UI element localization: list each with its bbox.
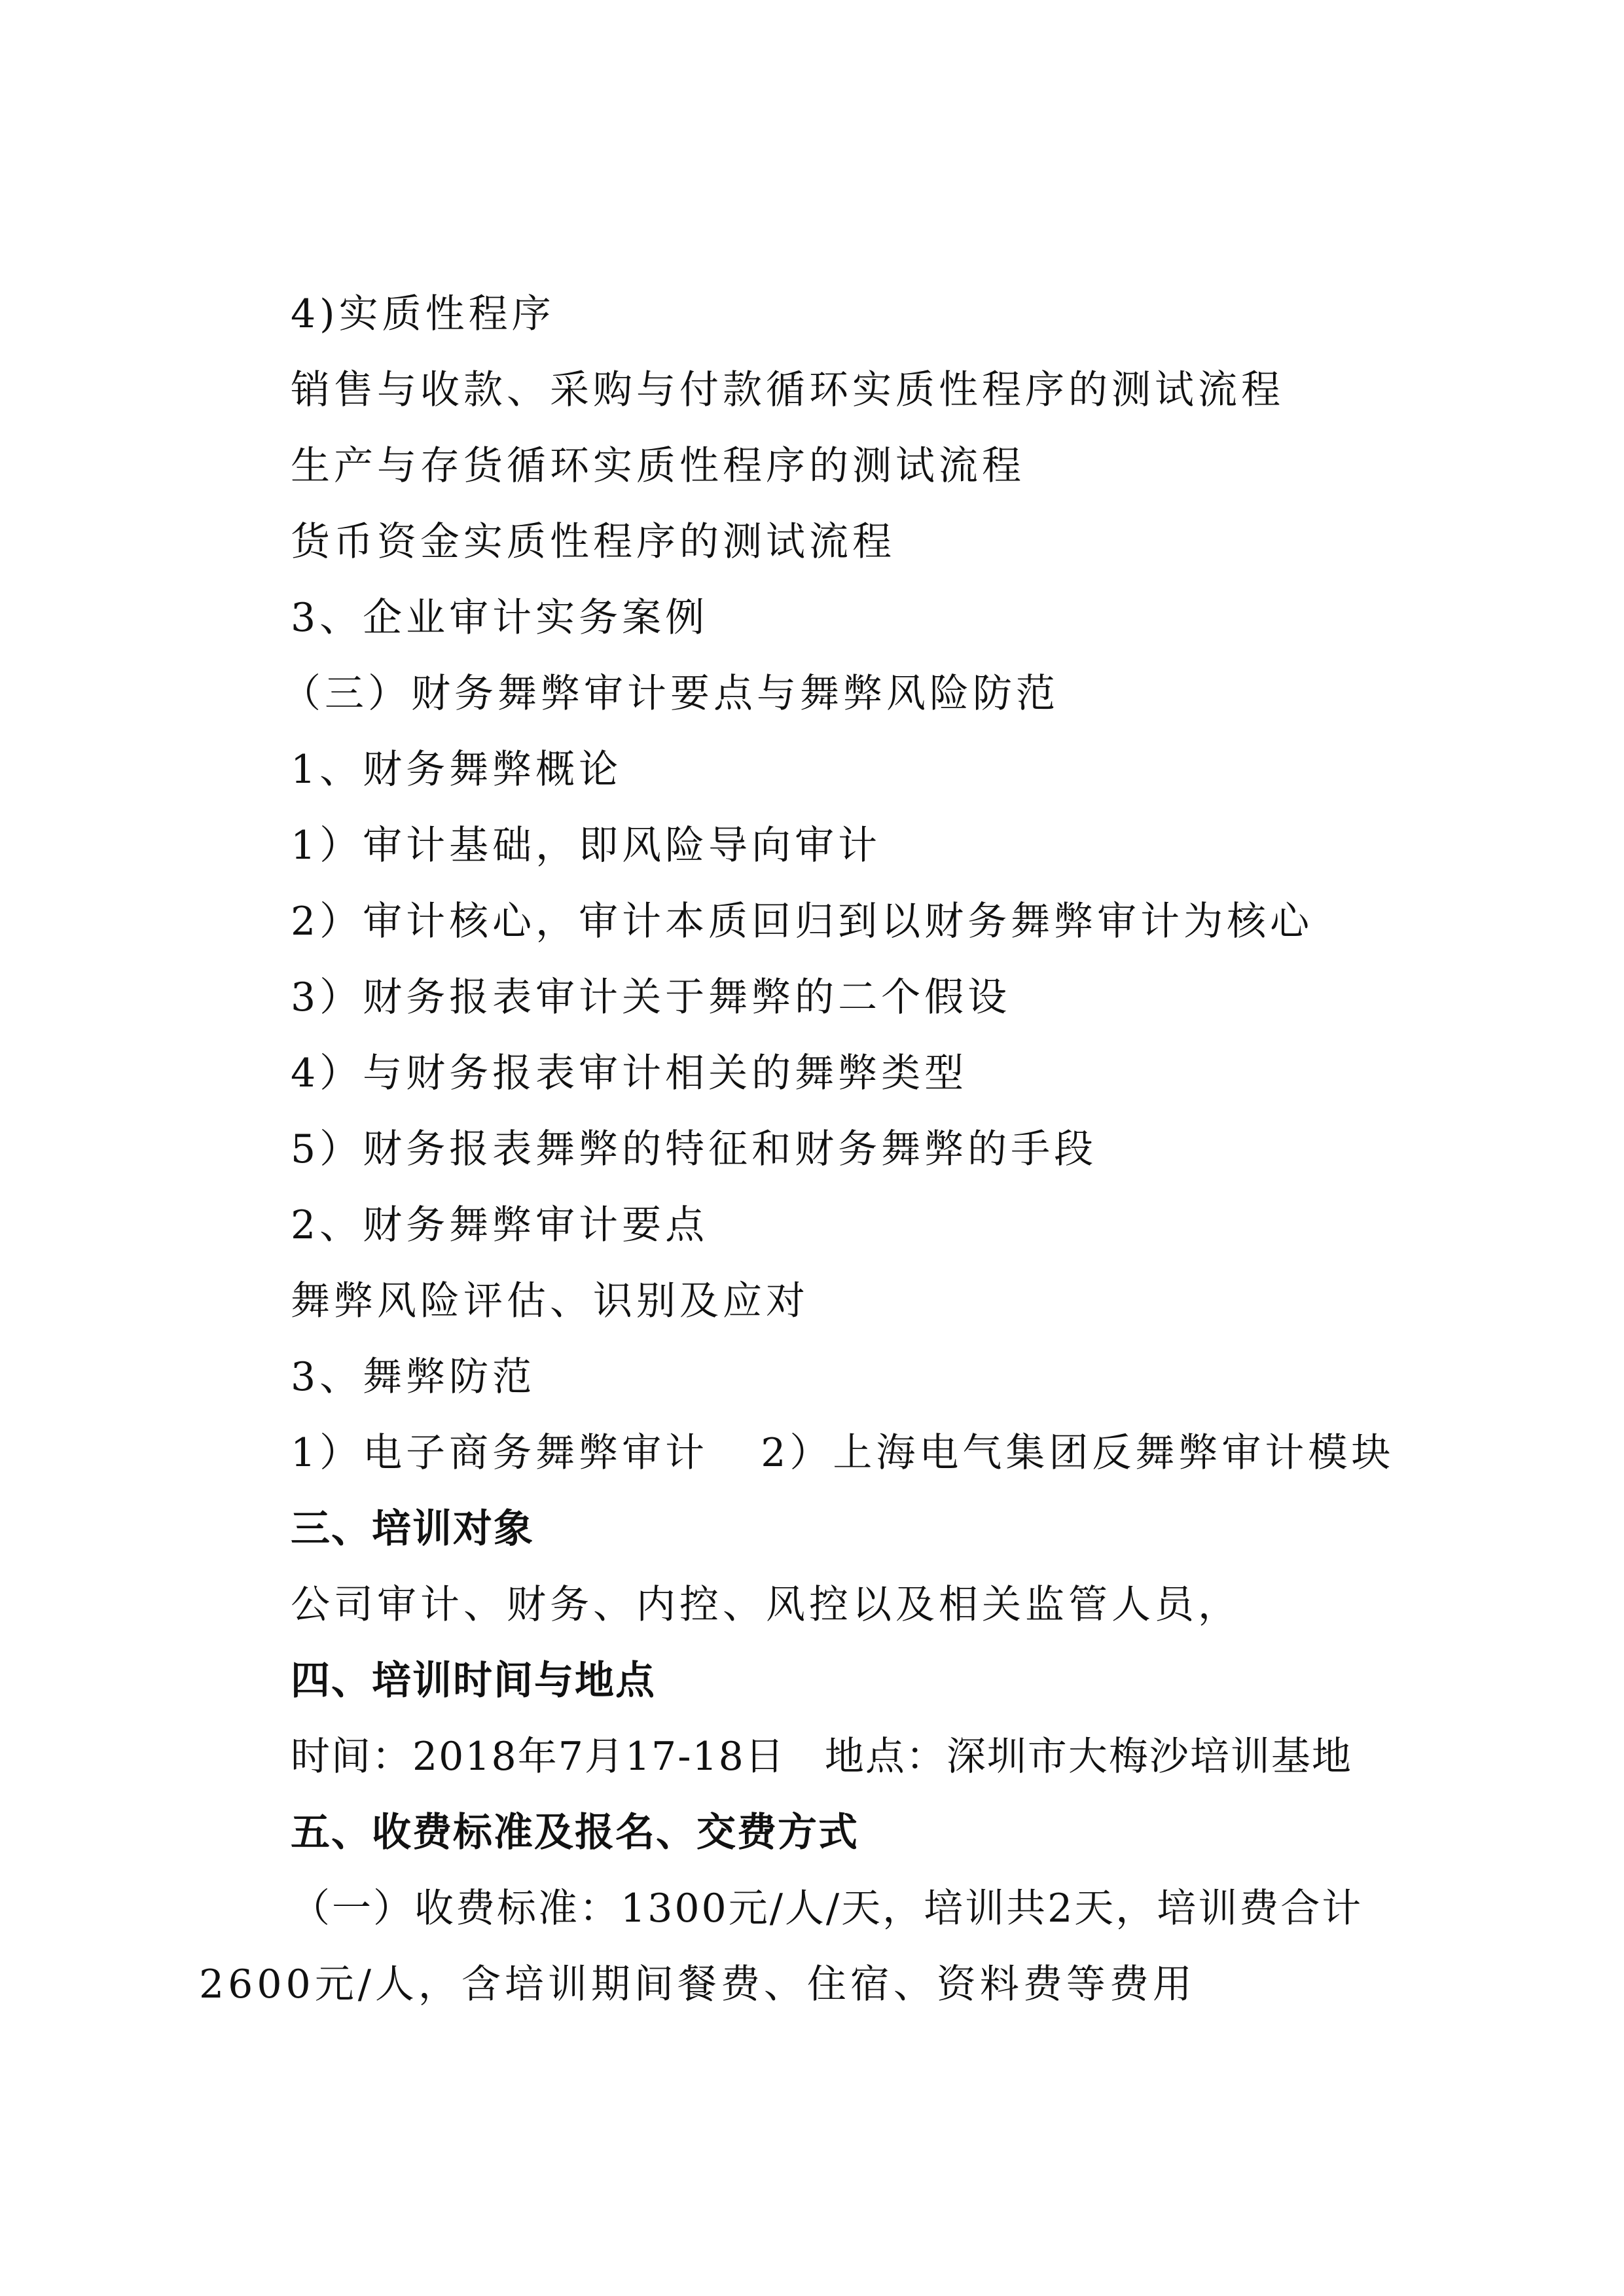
section-heading: 三、培训对象 bbox=[291, 1506, 534, 1552]
text-line: 1）审计基础，即风险导向审计 bbox=[291, 823, 882, 869]
text-line: 3）财务报表审计关于舞弊的二个假设 bbox=[291, 975, 1011, 1020]
text-line: 4）与财务报表审计相关的舞弊类型 bbox=[291, 1050, 968, 1096]
training-time: 时间：2018年7月17-18日 bbox=[291, 1734, 785, 1780]
training-place: 地点：深圳市大梅沙培训基地 bbox=[824, 1734, 1352, 1780]
section-heading: 四、培训时间与地点 bbox=[291, 1658, 656, 1704]
time-place-line bbox=[291, 1731, 1352, 1783]
text-line: 1、财务舞弊概论 bbox=[291, 747, 623, 793]
fee-line: （一）收费标准：1300元/人/天，培训共2天，培训费合计 bbox=[291, 1886, 1363, 1931]
text-line: 公司审计、财务、内控、风控以及相关监管人员， bbox=[291, 1582, 1241, 1628]
text-line: 3、舞弊防范 bbox=[291, 1354, 536, 1400]
fee-line: 2600元/人，含培训期间餐费、住宿、资料费等费用 bbox=[199, 1962, 1196, 2007]
subsection-heading: （三）财务舞弊审计要点与舞弊风险防范 bbox=[281, 671, 1059, 717]
prevention-items-line bbox=[291, 1427, 1394, 1479]
text-line: 2）审计核心，审计本质回归到以财务舞弊审计为核心 bbox=[291, 899, 1314, 944]
text-line: 3、企业审计实务案例 bbox=[291, 595, 709, 641]
section-heading: 五、收费标准及报名、交费方式 bbox=[291, 1810, 859, 1856]
text-line: 2、财务舞弊审计要点 bbox=[291, 1202, 709, 1248]
prevention-item: 1）电子商务舞弊审计 bbox=[291, 1430, 709, 1476]
prevention-item: 2）上海电气集团反舞弊审计模块 bbox=[761, 1430, 1395, 1476]
text-line: 销售与收款、采购与付款循环实质性程序的测试流程 bbox=[291, 367, 1284, 413]
text-line: 货币资金实质性程序的测试流程 bbox=[291, 519, 895, 565]
text-line: 生产与存货循环实质性程序的测试流程 bbox=[291, 443, 1025, 489]
text-line: 5）财务报表舞弊的特征和财务舞弊的手段 bbox=[291, 1126, 1098, 1172]
text-line: 舞弊风险评估、识别及应对 bbox=[291, 1278, 809, 1324]
text-line: 4)实质性程序 bbox=[291, 291, 555, 337]
